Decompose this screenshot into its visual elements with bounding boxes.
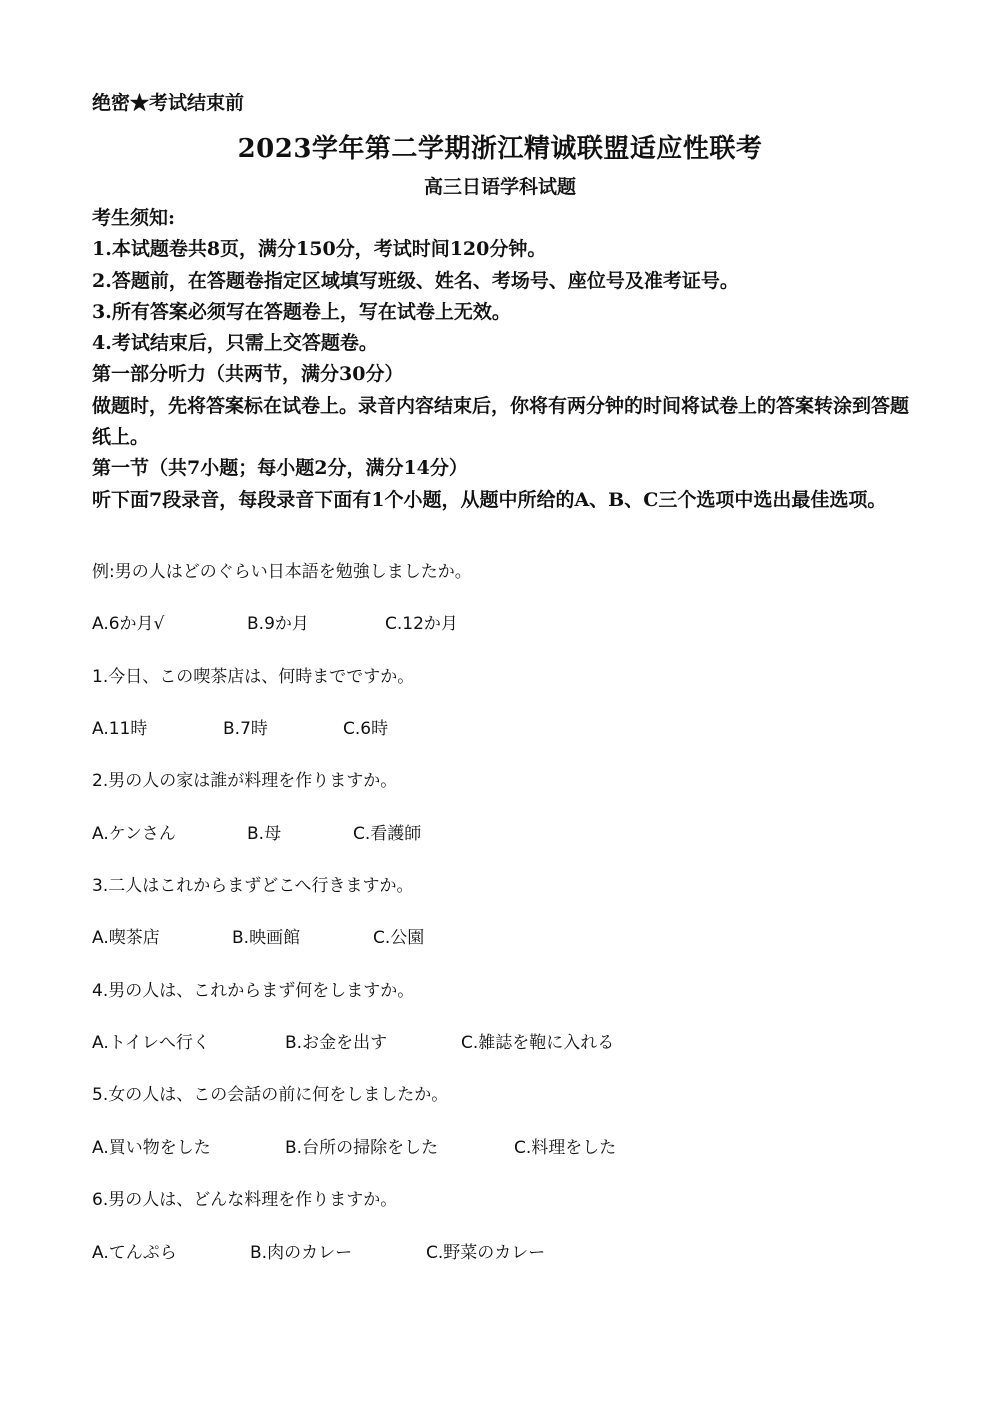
option-c: C.看護師 bbox=[353, 824, 422, 844]
option-c: C.雑誌を鞄に入れる bbox=[461, 1033, 615, 1053]
section1-title: 第一节（共7小题；每小题2分，满分14分） bbox=[92, 457, 468, 480]
note-item: 4.考试结束后，只需上交答题卷。 bbox=[92, 332, 378, 355]
part1-title: 第一部分听力（共两节，满分30分） bbox=[92, 363, 404, 386]
question-1: 1.今日、この喫茶店は、何時までですか。 bbox=[92, 667, 415, 687]
option-b: B.9か月 bbox=[247, 614, 309, 634]
option-b: B.台所の掃除をした bbox=[285, 1138, 439, 1158]
question-4: 4.男の人は、これからまず何をしますか。 bbox=[92, 981, 415, 1001]
option-b: B.7時 bbox=[223, 719, 268, 739]
exam-subtitle: 高三日语学科试题 bbox=[423, 176, 576, 198]
option-a: A.喫茶店 bbox=[92, 928, 160, 948]
note-item: 3.所有答案必须写在答题卷上，写在试卷上无效。 bbox=[92, 300, 511, 323]
option-b: B.肉のカレー bbox=[250, 1243, 353, 1263]
option-b: B.母 bbox=[247, 824, 282, 844]
option-b: B.映画館 bbox=[232, 928, 301, 948]
option-a: A.ケンさん bbox=[92, 824, 176, 844]
note-item: 2.答题前，在答题卷指定区域填写班级、姓名、考场号、座位号及准考证号。 bbox=[92, 269, 739, 292]
question-5: 5.女の人は、この会話の前に何をしましたか。 bbox=[92, 1085, 449, 1105]
section1-instruction: 听下面7段录音，每段录音下面有1个小题，从题中所给的A、B、C三个选项中选出最佳选项。 bbox=[92, 488, 887, 511]
option-c: C.12か月 bbox=[385, 614, 458, 634]
option-a: A.買い物をした bbox=[92, 1138, 211, 1158]
note-item: 1.本试题卷共8页，满分150分，考试时间120分钟。 bbox=[92, 238, 547, 261]
question-example: 例:男の人はどのぐらい日本語を勉強しましたか。 bbox=[92, 562, 472, 582]
confidential-label: 绝密★考试结束前 bbox=[92, 92, 245, 114]
option-c: C.料理をした bbox=[514, 1138, 617, 1158]
notes-heading: 考生须知: bbox=[92, 207, 176, 229]
question-3: 3.二人はこれからまずどこへ行きますか。 bbox=[92, 876, 414, 896]
part1-instruction: 做题时，先将答案标在试卷上。录音内容结束后，你将有两分钟的时间将试卷上的答案转涂到答题纸上。 bbox=[92, 394, 910, 449]
question-2: 2.男の人の家は誰が料理を作りますか。 bbox=[92, 771, 398, 791]
option-a: A.てんぷら bbox=[92, 1243, 177, 1263]
option-b: B.お金を出す bbox=[285, 1033, 388, 1053]
question-6: 6.男の人は、どんな料理を作りますか。 bbox=[92, 1190, 398, 1210]
option-a: A.6か月√ bbox=[92, 614, 165, 634]
option-c: C.6時 bbox=[343, 719, 389, 739]
option-a: A.11時 bbox=[92, 719, 148, 739]
option-c: C.公園 bbox=[373, 928, 425, 948]
instructions-block bbox=[92, 203, 912, 516]
option-c: C.野菜のカレー bbox=[426, 1243, 546, 1263]
exam-title: 2023学年第二学期浙江精诚联盟适应性联考 bbox=[237, 134, 763, 164]
option-a: A.トイレへ行く bbox=[92, 1033, 210, 1053]
